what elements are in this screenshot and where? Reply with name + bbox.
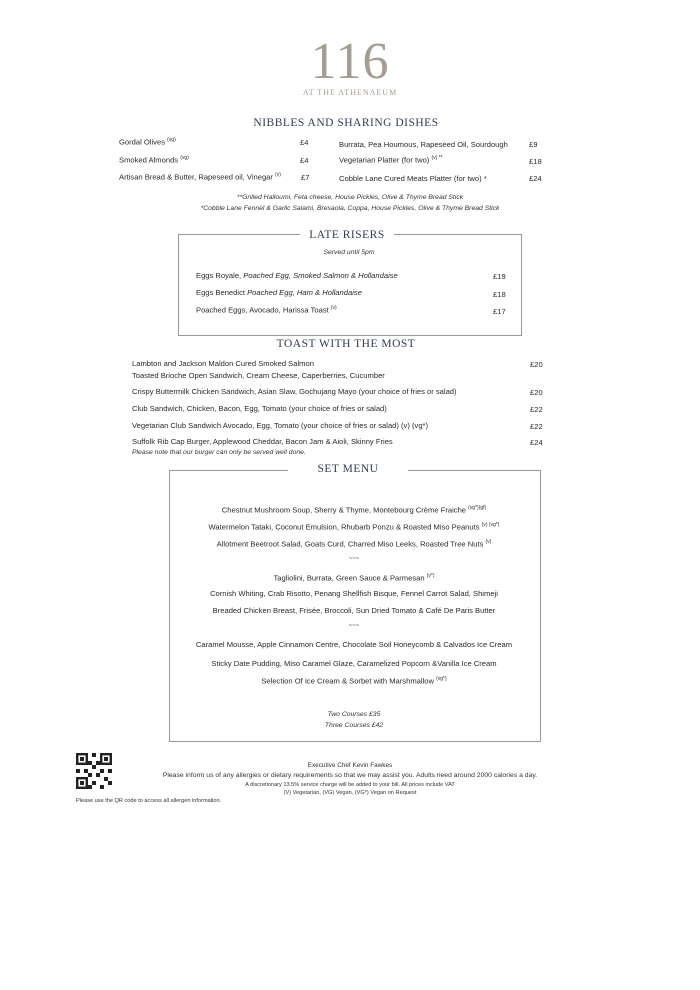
set-menu-item: Cornish Whiting, Crab Risotto, Penang Shellfish Bisque, Fennel Carrot Salad, Shimeji [210, 589, 498, 598]
set-menu-item: Caramel Mousse, Apple Cinnamon Centre, Chocolate Soil Honeycomb & Calvados Ice Cream [195, 640, 513, 649]
toast-heading: TOAST WITH THE MOST [276, 338, 416, 350]
course-separator: ~~~ [348, 556, 360, 562]
logo-subtitle: AT THE ATHENAEUM [302, 88, 398, 97]
logo-number: 116 [310, 33, 390, 90]
nibbles-note: **Grilled Halloumi, Feta cheese, House Pickles, Olive & Thyme Bread Stick [236, 194, 464, 201]
late-risers-heading: LATE RISERS [300, 229, 394, 241]
late-risers-price: £18 [493, 290, 506, 299]
set-menu-item: Tagliolini, Burrata, Green Sauce & Parmesan $^{(v*)}$ [273, 573, 435, 583]
set-menu-item: Breaded Chicken Breast, Frisée, Broccoli, Sun Dried Tomato & Café De Paris Butter [212, 606, 496, 615]
set-menu-heading: SET MENU [288, 463, 408, 475]
toast-item-line: Lambton and Jackson Maldon Cured Smoked Salmon [132, 359, 314, 368]
three-courses-price: Three Courses £42 [324, 722, 384, 729]
nibble-price: £4 [300, 138, 309, 147]
nibble-price: £24 [529, 174, 542, 183]
set-menu-item: Allotment Beetroot Salad, Goats Curd, Charred Miso Leeks, Roasted Tree Nuts $^{(v)}$ [216, 539, 492, 549]
nibble-price: £4 [300, 156, 309, 165]
toast-price: £22 [530, 405, 543, 414]
toast-item-line: Vegetarian Club Sandwich Avocado, Egg, Tomato (your choice of fries or salad) (v) (vg*) [132, 421, 429, 430]
nibbles-note: *Cobble Lane Fennel & Garlic Salami, Bresaola, Coppa, House Pickles, Olive & Thyme Bread Stick [200, 205, 500, 212]
toast-item-line: Club Sandwich, Chicken, Bacon, Egg, Tomato (your choice of fries or salad) [132, 404, 387, 413]
qr-note: Please use the QR code to access all allergen information. [76, 798, 222, 804]
service-charge-notice: A discretionary 13.5% service charge will be added to your bill. All prices include VAT [245, 782, 455, 788]
nibble-item: Burrata, Pea Houmous, Rapeseed Oil, Sourdough [339, 140, 508, 149]
nibble-price: £18 [529, 157, 542, 166]
two-courses-price: Two Courses £35 [327, 711, 381, 718]
nibble-item: Artisan Bread & Butter, Rapeseed oil, Vinegar $^{(v)}$ [119, 172, 281, 182]
dietary-legend: (V) Vegetarian, (VG) Vegan, (VG*) Vegan on Request [283, 790, 417, 796]
late-risers-item: Poached Eggs, Avocado, Harissa Toast $^{(v)}$ [196, 305, 337, 315]
burger-note: Please note that our burger can only be served well done. [132, 449, 306, 456]
toast-item-line: Crispy Buttermilk Chicken Sandwich, Asian Slaw, Gochujang Mayo (your choice of fries or salad) [132, 387, 457, 396]
nibble-item: Smoked Almonds $^{(vg)}$ [119, 155, 189, 165]
set-menu-item: Selection Of Ice Cream & Sorbet with Marshmallow $^{(vg*)}$ [261, 676, 447, 686]
late-risers-price: £19 [493, 272, 506, 281]
nibble-item: Gordal Olives $^{(vg)}$ [119, 137, 176, 147]
allergy-notice: Please inform us of any allergies or dietary requirements so that we may assist you. Adults need around 2000 calories a day. [162, 772, 538, 779]
course-separator: ~~~ [348, 623, 360, 629]
toast-price: £20 [530, 388, 543, 397]
toast-item-line: Toasted Brioche Open Sandwich, Cream Cheese, Caperberries, Cucumber [132, 371, 385, 380]
nibbles-heading: NIBBLES AND SHARING DISHES [253, 117, 439, 129]
nibble-price: £9 [529, 140, 538, 149]
late-risers-subtitle: Served until 5pm [323, 249, 375, 256]
set-menu-item: Sticky Date Pudding, Miso Caramel Glaze, Caramelized Popcorn &Vanilla Ice Cream [211, 659, 497, 668]
chef-credit: Executive Chef Kevin Fawkes [307, 762, 393, 769]
toast-item-line: Suffolk Rib Cap Burger, Applewood Cheddar, Bacon Jam & Aioli, Skinny Fries [132, 437, 393, 446]
nibble-price: £7 [301, 173, 310, 182]
toast-price: £22 [530, 422, 543, 431]
toast-price: £24 [530, 438, 543, 447]
set-menu-item: Chestnut Mushroom Soup, Sherry & Thyme, Montebourg Crème Fraiche $^{(vg*)(gf)}$ [221, 505, 487, 515]
late-risers-price: £17 [493, 307, 506, 316]
late-risers-item: Eggs Royale, Poached Egg, Smoked Salmon & Hollandaise [196, 271, 398, 280]
set-menu-item: Watermelon Tataki, Coconut Emulsion, Rhubarb Ponzu & Roasted Miso Peanuts $^{(v) (vg*)}$ [208, 522, 500, 532]
nibble-item: Vegetarian Platter (for two) $^{(v) **}$ [339, 155, 443, 165]
nibble-item: Cobble Lane Cured Meats Platter (for two) * [339, 174, 487, 183]
late-risers-item: Eggs Benedict Poached Egg, Ham & Hollandaise [196, 288, 362, 297]
toast-price: £20 [530, 360, 543, 369]
